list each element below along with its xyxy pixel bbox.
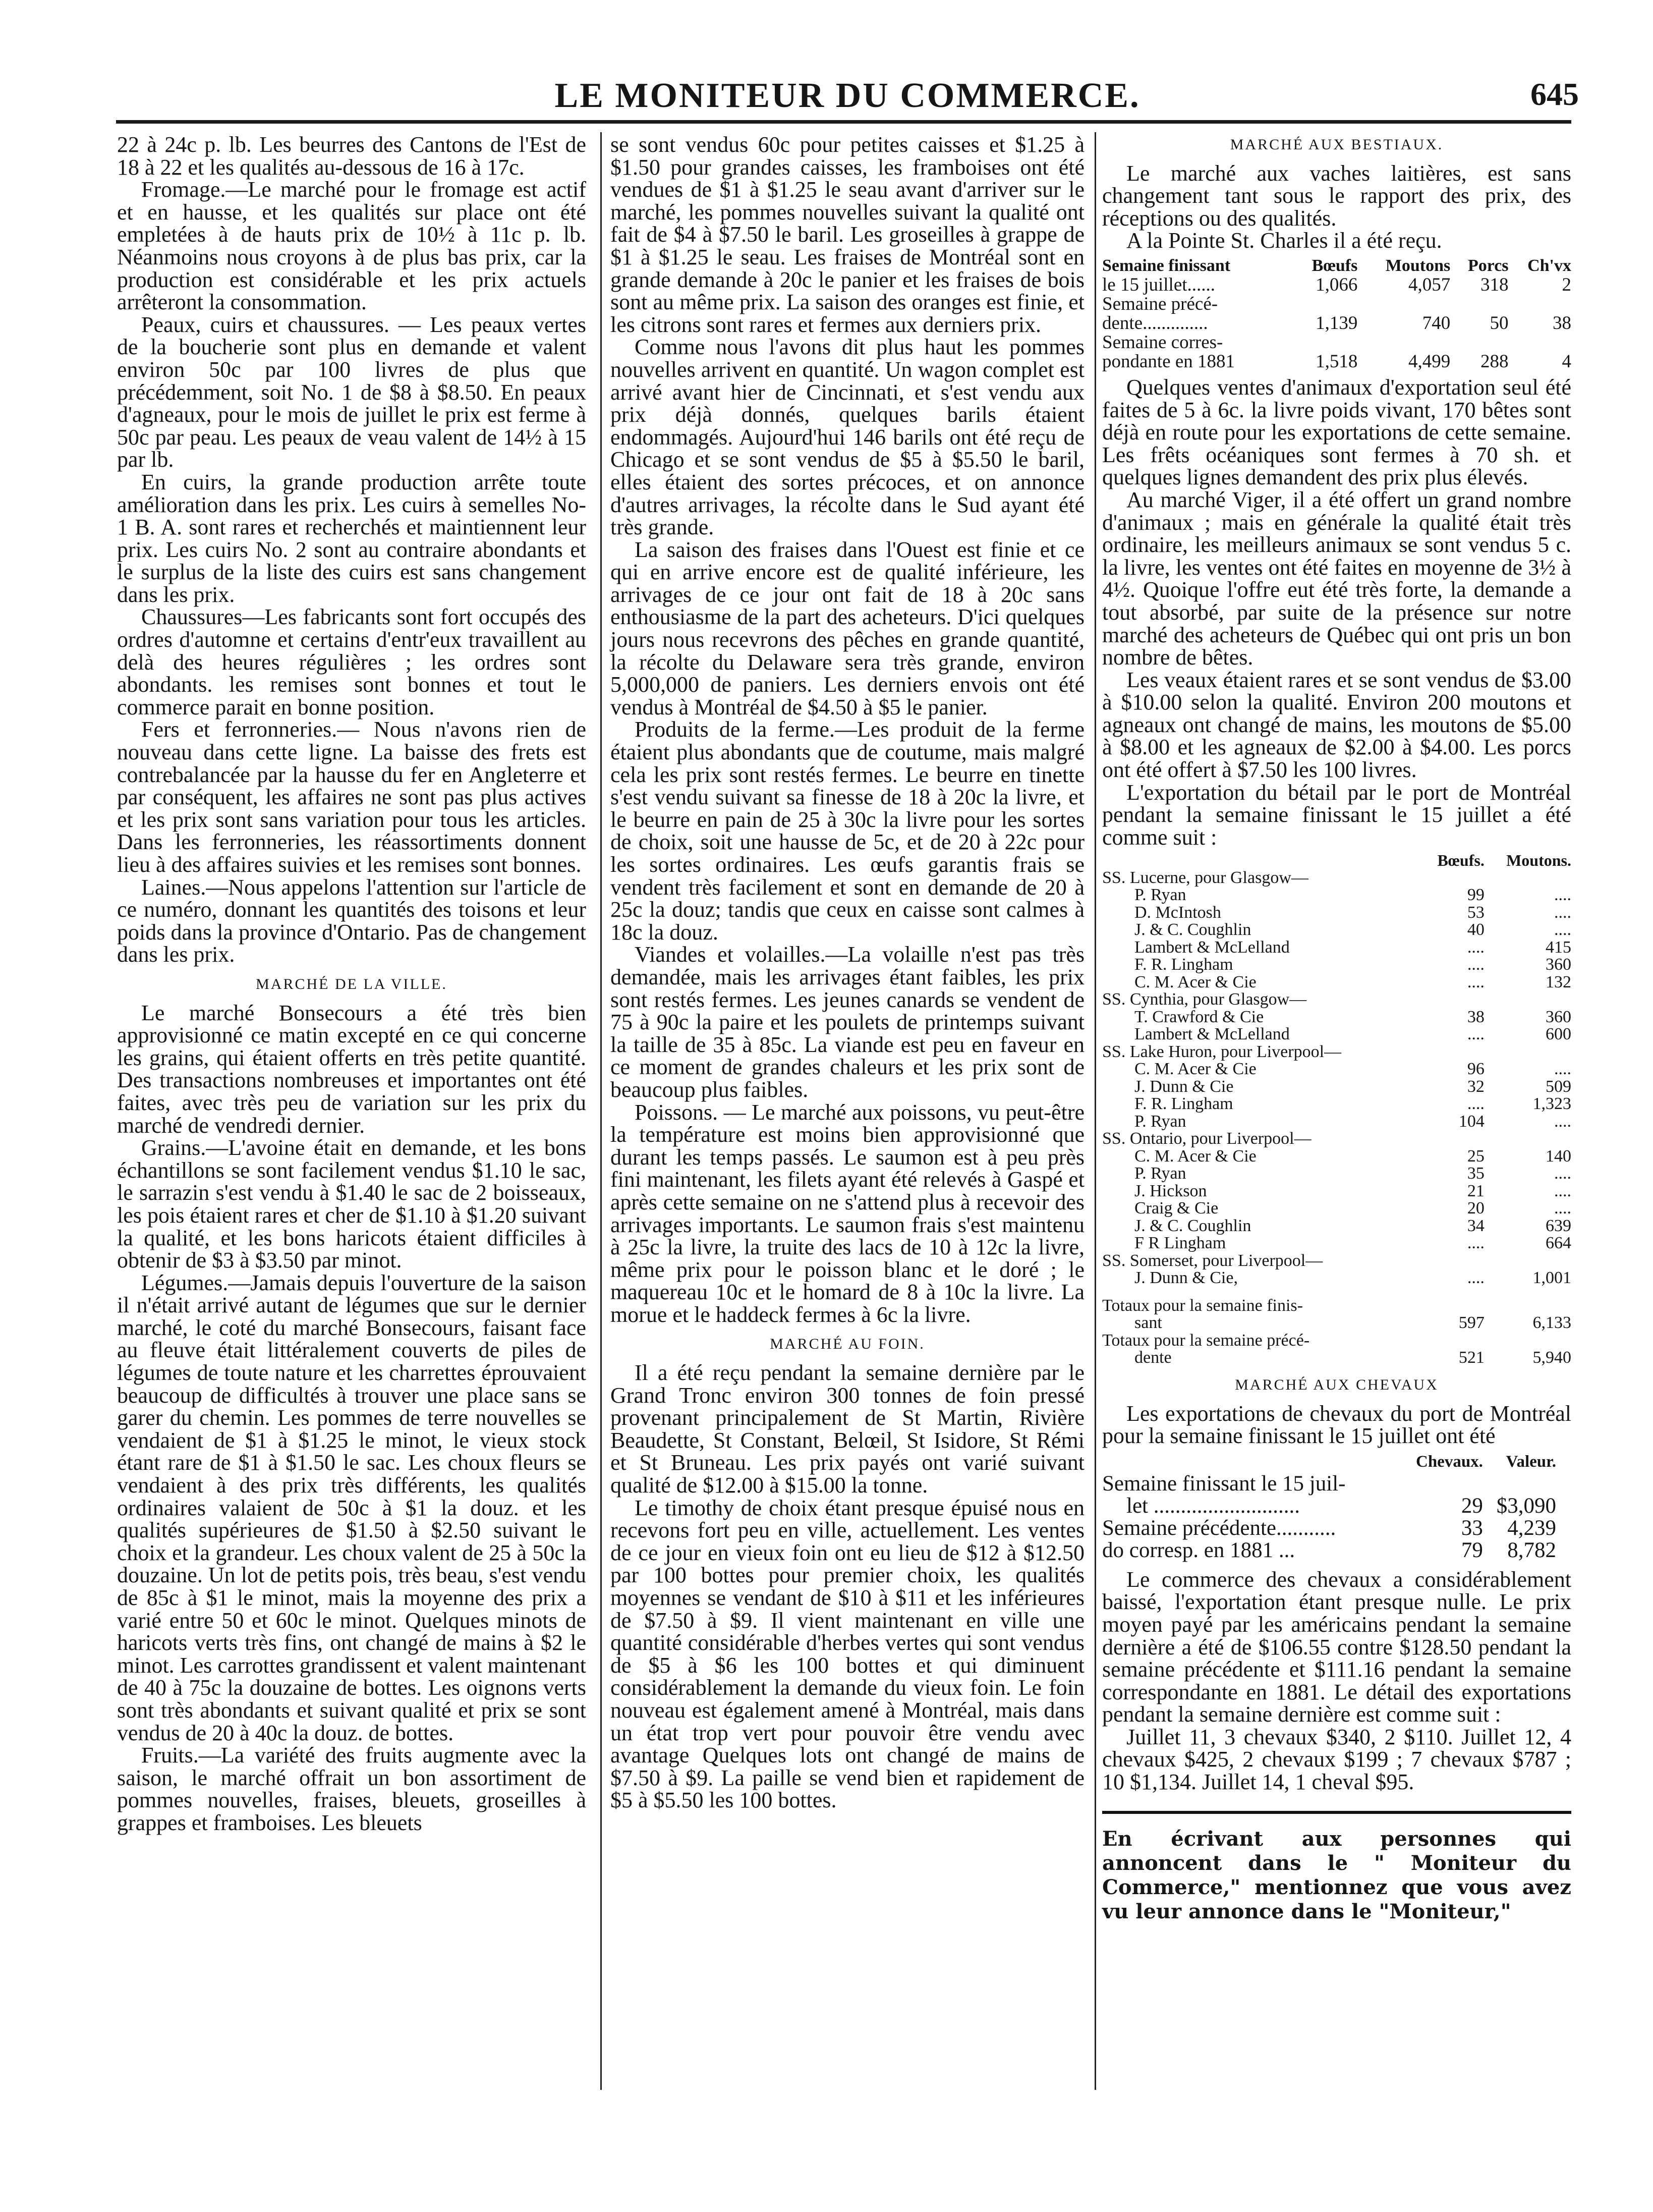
col3-para-vaches: Le marché aux vaches laitières, est sans changement tant sous le rapport des prix, des réceptions ou des qualités.: [1102, 160, 1571, 231]
export-total-boeufs: [1421, 1332, 1485, 1350]
export-moutons: 1,001: [1532, 1268, 1571, 1288]
export-moutons: ....: [1554, 886, 1571, 905]
export-shipper: C. M. Acer & Cie: [1134, 972, 1257, 991]
export-shipper: F R Lingham: [1134, 1234, 1226, 1253]
col3-para-viger: Au marché Viger, il a été offert un grand nombre d'animaux ; mais en générale la qualité était très ordinaire, les meilleurs animaux se sont vendus 5 c. la livre, les ventes ont été faites en moyenne de 3½ à 4½. Quoique l'offre eut été très forte, la demande a tout absorbé, par suite de la présence sur notre marché des acheteurs de Québec qui ont pris un bon nombre de bêtes.: [1102, 487, 1571, 670]
receipts-row: [1102, 352, 1571, 371]
export-boeufs: [1421, 991, 1485, 1009]
export-boeufs: ....: [1467, 955, 1485, 974]
page-number: 645: [1530, 76, 1579, 112]
receipts-label: dente..............: [1102, 312, 1208, 334]
col1-para-peaux: Peaux, cuirs et chaussures. — Les peaux vertes de la boucherie sont plus en demande et valent environ 50c par 100 livres de plus que précédemment, soit No. 1 de $8 à $8.50. En peaux d'agneaux, pour le mois de juillet le prix est ferme à 50c par peau. Les peaux de veau valent de 14½ à 15 par lb.: [117, 312, 586, 472]
export-moutons: 664: [1546, 1234, 1571, 1253]
masthead-title: LE MONITEUR DU COMMERCE.: [554, 76, 1141, 115]
receipts-header-cell: Ch'vx: [1527, 256, 1571, 275]
col2-para-produits-ferme: Produits de la ferme.—Les produit de la ferme étaient plus abondants que de coutume, mais malgré cela les prix sont restés fermes. Le beurre en tinette s'est vendu suivant sa finesse de 18 à 20c la livre, et le beurre en pain de 25 à 30c la livre pour les sortes de choix, soit une hausse de 5c, et de 20 à 22c pour les sortes ordinaires. Les œufs garantis frais se vendent très facilement et sont en demande de 20 à 25c la douz; tandis que ceux en caisse sont calmes à 18c la douz.: [610, 717, 1085, 945]
export-row: [1102, 1218, 1571, 1235]
export-total-moutons: 5,940: [1532, 1348, 1571, 1367]
export-boeufs: [1421, 1252, 1485, 1270]
col1-para-legumes: Légumes.—Jamais depuis l'ouverture de la saison il n'était arrivé autant de légumes que sur le dernier marché, le coté du marché Bonsecours, faisant face au fleuve était littéralement couverts de piles de légumes de toute nature et les charrettes éprouvaient beaucoup de difficultés à trouver une place sans se garer du chemin. Les pommes de terre nouvelles se vendaient de $1 à $1.25 le minot, le vieux stock étant rare de $1 à $1.50 le sac. Les choux fleurs se vendaient à des prix très différents, les qualités ordinaires valaient de 50c à $1 la douz. et les qualités supérieures de $1.50 à $2.50 suivant le choix et la grandeur. Les choux valent de 25 à 50c la douzaine. Un lot de petits pois, très beau, s'est vendu de 85c à $1 le minot, mais la moyenne des prix a varié entre 50 et 60c le minot. Quelques minots de haricots verts très fins, ont changé de mains à $2 le minot. Les carrottes grandissent et valent maintenant de 40 à 75c la douzaine de bottes. Les oignons verts sont très abondants et suivant qualité et prix se sont vendus de 20 à 40c la douz. de bottes.: [117, 1270, 586, 1745]
col3-para-export-intro: L'exportation du bétail par le port de Montréal pendant la semaine finissant le 15 juillet a été comme suit :: [1102, 780, 1571, 850]
receipts-row: [1102, 314, 1571, 333]
col2-para-foin-2: Le timothy de choix étant presque épuisé nous en recevons fort peu en ville, actuellement. Les ventes de ce jour en vieux foin ont eu lieu de $12 à $12.50 par 100 bottes pour premier choix, les qualités moyennes se vendant de $10 à $11 et les inférieures de $7.50 à $9. Il vient maintenant en ville une quantité considérable d'herbes vertes qui sont vendus de $5 à $6 les 100 bottes et qui diminuent considérablement la demande du vieux foin. Le foin nouveau est également amené à Montréal, mais dans un état trop vert pour pouvoir être vendu avec avantage Quelques lots ont changé de mains de $7.50 à $9. La paille se vend bien et rapidement de $5 à $5.50 les 100 bottes.: [610, 1495, 1085, 1813]
export-shipper: P. Ryan: [1134, 1112, 1186, 1131]
export-boeufs: [1421, 1043, 1485, 1061]
horses-row: [1102, 1517, 1556, 1539]
export-boeufs: ....: [1467, 972, 1485, 991]
horses-value: [1483, 1473, 1556, 1495]
horses-count: 33: [1461, 1516, 1483, 1540]
export-total-row: [1102, 1349, 1571, 1367]
horses-header-cell: [1102, 1451, 1401, 1473]
export-total-boeufs: [1421, 1287, 1485, 1315]
horses-label: Semaine finissant le 15 juil-: [1102, 1471, 1346, 1496]
export-ship: SS. Lucerne, pour Glasgow—: [1102, 868, 1308, 887]
receipts-header-row: [1102, 256, 1571, 275]
export-boeufs: ....: [1467, 1025, 1485, 1044]
export-boeufs: ....: [1467, 1268, 1485, 1288]
receipts-moutons: 4,499: [1408, 351, 1451, 372]
export-row: [1102, 1078, 1571, 1096]
horses-value: $3,090: [1496, 1494, 1556, 1518]
export-row: [1102, 1130, 1571, 1148]
export-total-row: [1102, 1332, 1571, 1350]
receipts-chevaux: 38: [1553, 312, 1571, 334]
receipts-porcs: 288: [1480, 351, 1509, 372]
export-boeufs: ....: [1467, 1234, 1485, 1253]
export-row: [1102, 1043, 1571, 1061]
col2-para-viandes: Viandes et volailles.—La volaille n'est pas très demandée, mais les arrivages étant faibles, les prix sont restés fermes. Les jeunes canards se vendent de 75 à 90c la paire et les poulets de printemps suivant la taille de 35 à 85c. La viande est peu en faveur en ce moment de grandes chaleurs et les prix sont de beaucoup plus faibles.: [610, 942, 1085, 1102]
export-boeufs: [1421, 869, 1485, 887]
horses-header-cell: Chevaux.: [1415, 1452, 1483, 1471]
section-heading-marche-ville: MARCHÉ DE LA VILLE.: [256, 975, 447, 992]
export-row: [1102, 1009, 1571, 1026]
export-boeufs: 25: [1467, 1146, 1485, 1166]
export-row: [1102, 887, 1571, 904]
export-shipper: Craig & Cie: [1134, 1199, 1219, 1218]
export-boeufs: 20: [1467, 1199, 1485, 1218]
horses-count: [1401, 1473, 1483, 1495]
col2-para-pommes: Comme nous l'avons dit plus haut les pommes nouvelles arrivent en quantité. Un wagon complet est arrivé avant hier de Cincinnati, et s'est vendu aux prix déjà donnés, quelques barils étaient endommagés. Aujourd'hui 146 barils ont été reçu de Chicago et se sont vendus de $5 à $5.50 le baril, elles étaient des sortes précoces, et on annonce d'autres arrivages, la récolte dans le Sud ayant été très grande.: [610, 335, 1085, 540]
export-shipper: C. M. Acer & Cie: [1134, 1146, 1257, 1166]
col1-para-laines: Laines.—Nous appelons l'attention sur l'article de ce numéro, donnant les quantités des toisons et leur poids dans la province d'Ontario. Pas de changement dans les prix.: [117, 874, 586, 967]
export-shipper: T. Crawford & Cie: [1134, 1007, 1264, 1026]
receipts-label: pondante en 1881: [1102, 351, 1235, 372]
export-shipper: C. M. Acer & Cie: [1134, 1060, 1257, 1079]
horses-label: do corresp. en 1881 ...: [1102, 1538, 1295, 1562]
export-moutons: 140: [1546, 1146, 1571, 1166]
section-heading-marche-foin: MARCHÉ AU FOIN.: [770, 1336, 925, 1353]
receipts-label: le 15 juillet......: [1102, 274, 1216, 295]
receipts-header-cell: Porcs: [1467, 256, 1509, 275]
export-header-row: [1102, 852, 1571, 869]
export-moutons: [1485, 1043, 1571, 1061]
export-moutons: [1485, 991, 1571, 1009]
horses-table: [1102, 1451, 1556, 1562]
receipts-header-cell: Bœufs: [1312, 256, 1358, 275]
export-shipper: F. R. Lingham: [1134, 1094, 1233, 1114]
receipts-boeufs: [1292, 295, 1358, 314]
col1-para-cuirs: En cuirs, la grande production arrête toute amélioration dans les prix. Les cuirs à semelles No- 1 B. A. sont rares et recherchés et maintiennent leur prix. Les cuirs No. 2 sont au contraire abondants et le surplus de la liste des cuirs est sans changement dans les prix.: [117, 469, 586, 607]
column-1: [117, 134, 586, 1835]
export-row: [1102, 1200, 1571, 1218]
horses-row: [1102, 1473, 1556, 1495]
export-row: [1102, 974, 1571, 991]
export-moutons: 360: [1546, 955, 1571, 974]
export-shipper: F. R. Lingham: [1134, 955, 1233, 974]
receipts-boeufs: 1,518: [1316, 351, 1358, 372]
export-row: [1102, 921, 1571, 939]
export-row: [1102, 1026, 1571, 1043]
col3-para-chevaux-intro: Les exportations de chevaux du port de Montréal pour la semaine finissant le 15 juillet ont été: [1102, 1401, 1571, 1449]
horses-header-cell: Valeur.: [1506, 1452, 1556, 1471]
export-boeufs: 38: [1467, 1007, 1485, 1026]
horses-value: 4,239: [1507, 1516, 1556, 1540]
export-boeufs: 35: [1467, 1164, 1485, 1183]
export-row: [1102, 991, 1571, 1009]
export-shipper: P. Ryan: [1134, 886, 1186, 905]
col1-para-bonsecours: Le marché Bonsecours a été très bien approvisionné ce matin excepté en ce qui concerne les grains, qui étaient offerts en très petite quantité. Des transactions nombreuses et importantes ont été faites, avec très peu de variation sur les prix du marché de vendredi dernier.: [117, 1000, 586, 1138]
receipts-row: [1102, 295, 1571, 314]
export-row: [1102, 869, 1571, 887]
export-row: [1102, 1095, 1571, 1113]
export-total-moutons: [1485, 1287, 1571, 1315]
col1-para-grains: Grains.—L'avoine était en demande, et les bons échantillons se sont facilement vendus $1.10 le sac, le sarrazin s'est vendu à $1.40 le sac de 2 boisseaux, les pois étaient rares et cher de $1.10 à $1.20 suivant la qualité, et les bons haricots étaient difficiles à obtenir de $3 à $3.50 par minot.: [117, 1135, 586, 1273]
receipts-porcs: [1450, 295, 1508, 314]
col3-para-veaux: Les veaux étaient rares et se sont vendus de $3.00 à $10.00 selon la qualité. Environ 200 moutons et agneaux ont changé de mains, les moutons de $5.00 à $8.00 et les agneaux de $2.00 à $4.00. Les porcs ont été offert à $7.50 les 100 livres.: [1102, 667, 1571, 783]
receipts-boeufs: 1,139: [1316, 312, 1358, 334]
export-moutons: ....: [1554, 1112, 1571, 1131]
receipts-moutons: 740: [1422, 312, 1451, 334]
receipts-label: Semaine précé-: [1102, 293, 1218, 314]
export-moutons: ....: [1554, 903, 1571, 922]
export-row: [1102, 1269, 1571, 1287]
export-shipper: J. Dunn & Cie,: [1134, 1268, 1238, 1288]
export-total-row: [1102, 1287, 1571, 1315]
export-moutons: 360: [1546, 1007, 1571, 1026]
col2-para-1: se sont vendus 60c pour petites caisses et $1.25 à $1.50 pour grandes caisses, les framboises ont été vendues de $1 à $1.25 le seau avant d'arriver sur le marché, les pommes nouvelles suivant la qualité ont fait de $4 à $7.50 le baril. Les groseilles à grappe de $1 à $1.25 le seau. Les fraises de Montréal sont en grande demande à 20c le panier et les fraises de bois sont au même prix. La saison des oranges est finie, et les citrons sont rares et fermes aux derniers prix.: [610, 132, 1085, 337]
export-row: [1102, 1165, 1571, 1183]
receipts-boeufs: [1292, 333, 1358, 352]
export-boeufs: 99: [1467, 886, 1485, 905]
col2-para-foin-1: Il a été reçu pendant la semaine dernière par le Grand Tronc environ 300 tonnes de foin pressé provenant principalement de St Martin, Rivière Beaudette, St Constant, Belœil, St Isidore, St Rémi et St Bruneau. Les prix payés ont varié suivant qualité de $12.00 à $15.00 la tonne.: [610, 1360, 1085, 1498]
receipts-porcs: 318: [1480, 274, 1509, 295]
horses-count: 79: [1461, 1538, 1483, 1562]
export-boeufs: 53: [1467, 903, 1485, 922]
export-moutons: [1485, 1130, 1571, 1148]
export-shipper: J. Hickson: [1134, 1181, 1207, 1200]
export-shipper: D. McIntosh: [1134, 903, 1221, 922]
export-moutons: 1,323: [1532, 1094, 1571, 1114]
export-moutons: 639: [1546, 1216, 1571, 1235]
receipts-chevaux: 2: [1562, 274, 1571, 295]
horses-row: [1102, 1495, 1556, 1517]
export-row: [1102, 1183, 1571, 1200]
export-total-boeufs: 597: [1458, 1313, 1485, 1333]
export-boeufs: ....: [1467, 1094, 1485, 1114]
receipts-chevaux: [1509, 295, 1571, 314]
export-ship: SS. Lake Huron, pour Liverpool—: [1102, 1042, 1342, 1061]
export-moutons: ....: [1554, 1060, 1571, 1079]
export-boeufs: [1421, 1130, 1485, 1148]
export-boeufs: 21: [1467, 1181, 1485, 1200]
export-moutons: ....: [1554, 1199, 1571, 1218]
receipts-moutons: [1357, 295, 1450, 314]
col3-para-pointe: A la Pointe St. Charles il a été reçu.: [1126, 228, 1442, 253]
horses-row: [1102, 1539, 1556, 1562]
column-divider-2: [1095, 132, 1096, 2090]
export-shipper: J. Dunn & Cie: [1134, 1077, 1234, 1096]
col2-para-fraises: La saison des fraises dans l'Ouest est finie et ce qui en arrive encore est de qualité inférieure, les arrivages de ce jour ont fait de 18 à 20c sans enthousiasme de la part des acheteurs. D'ici quelques jours nous recevrons des pêches en grande quantité, la récolte du Delaware sera très grande, environ 5,000,000 de paniers. Les derniers envois ont été vendus à Montréal de $4.50 à $5 le panier.: [610, 537, 1085, 720]
export-ship: SS. Somerset, pour Liverpool—: [1102, 1251, 1323, 1270]
export-shipper: P. Ryan: [1134, 1164, 1186, 1183]
col1-para-chaussures: Chaussures—Les fabricants sont fort occupés des ordres d'automne et certains d'entr'eux travaillent au delà des heures régulières ; les ordres sont abondants. les remises sont bonnes et tout le commerce parait en bonne position.: [117, 604, 586, 720]
export-moutons: ....: [1554, 920, 1571, 939]
export-row: [1102, 1235, 1571, 1252]
horses-label: Semaine précédente...........: [1102, 1516, 1336, 1540]
export-total-moutons: [1485, 1332, 1571, 1350]
col1-para-1: 22 à 24c p. lb. Les beurres des Cantons de l'Est de 18 à 22 et les qualités au-dessous de 16 à 17c.: [117, 132, 586, 180]
col3-para-exportation: Quelques ventes d'animaux d'exportation seul été faites de 5 à 6c. la livre poids vivant, 170 bêtes sont déjà en route pour les exportations de cette semaine. Les frêts océaniques sont fermes à 70 sh. et quelques lignes demandent des prix plus élevés.: [1102, 374, 1571, 490]
export-boeufs: 34: [1467, 1216, 1485, 1235]
export-boeufs: 40: [1467, 920, 1485, 939]
export-moutons: [1485, 1252, 1571, 1270]
export-header-cell: Moutons.: [1506, 851, 1571, 870]
horses-label: let ...........................: [1126, 1494, 1300, 1518]
column-divider-1: [600, 132, 602, 2090]
export-moutons: ....: [1554, 1181, 1571, 1200]
export-moutons: 132: [1546, 972, 1571, 991]
export-boeufs: 104: [1458, 1112, 1485, 1131]
export-moutons: 600: [1546, 1025, 1571, 1044]
col1-para-fers: Fers et ferronneries.— Nous n'avons rien de nouveau dans cette ligne. La baisse des frets est contrebalancée par la hausse du fer en Angleterre et par conséquent, les affaires ne sont pas plus actives et les prix sont sans variation pour tous les articles. Dans les ferronneries, les réassortiments donnent lieu à des affaires suivies et les remises sont bonnes.: [117, 717, 586, 877]
export-shipper: J. & C. Coughlin: [1134, 1216, 1251, 1235]
receipts-porcs: 50: [1490, 312, 1509, 334]
col1-para-fromage: Fromage.—Le marché pour le fromage est actif et en hausse, et les qualités sur place ont été empletées à de hauts prix de 10½ à 11c p. lb. Néanmoins nous croyons à de plus bas prix, car la production est considérable et les prix actuels arrêteront la consommation.: [117, 177, 586, 315]
col2-para-poissons: Poissons. — Le marché aux poissons, vu peut-être la température est moins bien approvisionné que durant les temps passés. Le saumon est à peu près fini maintenant, les filets ayant été relevés à Gaspé et après cette semaine on ne s'attend plus à recevoir des arrivages importants. Le saumon frais s'est maintenu à 25c la livre, la truite des lacs de 10 à 12c la livre, même prix pour le poisson blanc et le doré ; le maquereau 10c et le homard de 8 à 10c la livre. La morue et le haddeck fermes à 6c la livre.: [610, 1099, 1085, 1327]
receipts-table: [1102, 256, 1571, 371]
col1-para-fruits: Fruits.—La variété des fruits augmente avec la saison, le marché offrait un bon assortiment de pommes nouvelles, fraises, bleuets, groseilles à grappes et framboises. Les bleuets: [117, 1743, 586, 1835]
receipts-moutons: [1357, 333, 1450, 352]
export-moutons: 509: [1546, 1077, 1571, 1096]
export-total-row: [1102, 1314, 1571, 1332]
export-boeufs: 32: [1467, 1077, 1485, 1096]
column-3: [1102, 134, 1571, 1924]
export-moutons: 415: [1546, 937, 1571, 957]
header-rule: [116, 120, 1571, 124]
receipts-label: Semaine corres-: [1102, 331, 1223, 353]
section-heading-chevaux: MARCHÉ AUX CHEVAUX: [1235, 1376, 1439, 1393]
page-header: [116, 76, 1579, 121]
receipts-row: [1102, 275, 1571, 295]
horses-header-row: [1102, 1451, 1556, 1473]
export-header-cell: Bœufs.: [1437, 851, 1485, 870]
export-header-cell: [1102, 852, 1421, 869]
export-row: [1102, 939, 1571, 957]
export-row: [1102, 1061, 1571, 1078]
receipts-header-cell: Semaine finissant: [1102, 256, 1231, 275]
receipts-chevaux: 4: [1562, 351, 1571, 372]
export-total-label: sant: [1134, 1313, 1162, 1333]
receipts-porcs: [1450, 333, 1508, 352]
export-row: [1102, 956, 1571, 974]
col3-para-detail-chevaux: Juillet 11, 3 chevaux $340, 2 $110. Juillet 12, 4 chevaux $425, 2 chevaux $199 ; 7 chevaux $787 ; 10 $1,134. Juillet 14, 1 cheval $95.: [1102, 1724, 1571, 1795]
export-total-label: dente: [1134, 1348, 1172, 1367]
export-boeufs: ....: [1467, 937, 1485, 957]
col3-para-commerce-chevaux: Le commerce des chevaux a considérablement baissé, l'exportation étant presque nulle. Le prix moyen payé par les américains pendant la semaine dernière a été de $106.55 contre $128.50 pendant la semaine précédente et $111.16 pendant la semaine correspondante en 1881. Le détail des exportations pendant la semaine dernière est comme suit :: [1102, 1567, 1571, 1727]
export-moutons: ....: [1554, 1164, 1571, 1183]
export-total-label: Totaux pour la semaine finis-: [1102, 1296, 1303, 1315]
horses-value: 8,782: [1507, 1538, 1556, 1562]
receipts-moutons: 4,057: [1408, 274, 1451, 295]
cattle-export-table: [1102, 852, 1571, 1367]
export-ship: SS. Ontario, pour Liverpool—: [1102, 1129, 1312, 1148]
export-total-boeufs: 521: [1458, 1348, 1485, 1367]
export-total-moutons: 6,133: [1532, 1313, 1571, 1333]
export-shipper: Lambert & McLelland: [1134, 937, 1290, 957]
horses-count: 29: [1461, 1494, 1483, 1518]
export-row: [1102, 1252, 1571, 1270]
export-total-label: Totaux pour la semaine précé-: [1102, 1331, 1310, 1350]
receipts-row: [1102, 333, 1571, 352]
advertiser-notice: En écrivant aux personnes qui annoncent dans le " Moniteur du Commerce," mentionnez que vous avez vu leur annonce dans le "Moniteur,": [1102, 1811, 1571, 1924]
receipts-header-cell: Moutons: [1385, 256, 1451, 275]
receipts-chevaux: [1509, 333, 1571, 352]
export-boeufs: 96: [1467, 1060, 1485, 1079]
section-heading-bestiaux: MARCHÉ AUX BESTIAUX.: [1230, 136, 1444, 153]
export-row: [1102, 1113, 1571, 1131]
export-moutons: [1485, 869, 1571, 887]
receipts-boeufs: 1,066: [1316, 274, 1358, 295]
export-ship: SS. Cynthia, pour Glasgow—: [1102, 990, 1307, 1009]
export-shipper: Lambert & McLelland: [1134, 1025, 1290, 1044]
column-2: [610, 134, 1085, 1812]
export-row: [1102, 904, 1571, 922]
export-row: [1102, 1148, 1571, 1166]
export-shipper: J. & C. Coughlin: [1134, 920, 1251, 939]
